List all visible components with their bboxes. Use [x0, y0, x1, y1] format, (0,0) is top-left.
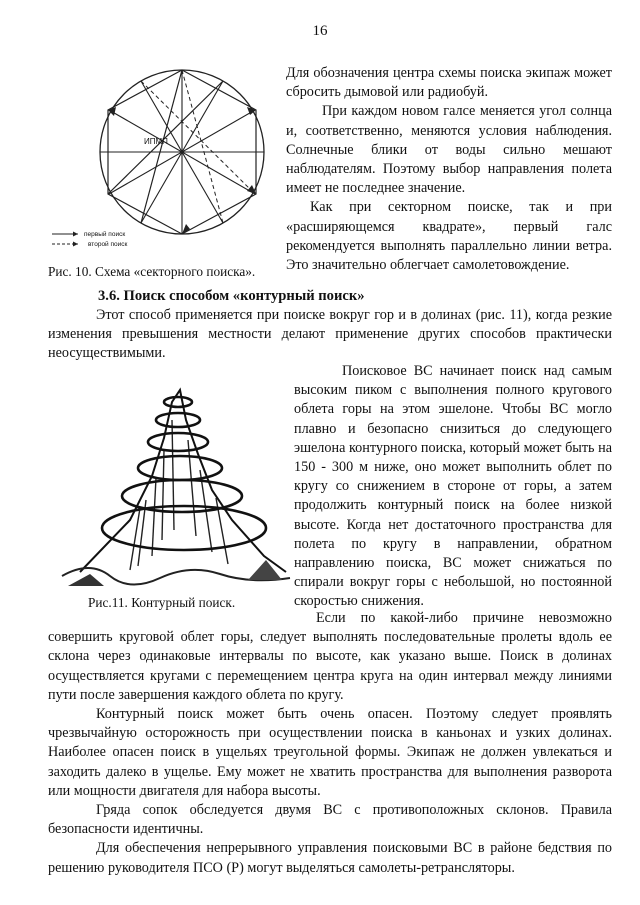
figure11-caption: Рис.11. Контурный поиск.	[88, 595, 236, 610]
paragraph: Для обозначения центра схемы поиска экипаж может сбросить дымовой или радиобуй.	[286, 65, 612, 101]
figure-contour-search-illustration	[60, 380, 292, 590]
intro-paragraph	[48, 306, 612, 364]
figure-sector-search-diagram	[48, 52, 298, 252]
paragraph: При каждом новом галсе меняется угол солнца и, соответственно, меняются условия наблюдения. Солнечные блики от воды сильно мешают наблюдателям. Поэтому выбор направления полета имеет не последнее значение.	[286, 103, 612, 197]
paragraph: Как при секторном поиске, так и при «расширяющемся квадрате», первый галс рекомендуется выполнять параллельно линии ветра. Это значительно облегчает самолетовождение.	[286, 199, 612, 274]
right-column-top	[286, 64, 612, 275]
legend-second-search: второй поиск	[88, 241, 128, 248]
paragraph: Контурный поиск может быть очень опасен. Поэтому следует проявлять чрезвычайную осторожность при осуществлении поиска в каньонах и узких долинах. Наиболее опасен поиск в ущельях треугольной формы. Экипаж не должен увлекаться и заходить далеко в ущелье. Ему может не хватить пространства для выполнения разворота или мощности двигателя для набора высоты.	[48, 706, 612, 799]
paragraph: Этот способ применяется при поиске вокруг гор и в долинах (рис. 11), когда резкие изменения превышения местности делают применение других способов практически неосуществимыми.	[48, 307, 612, 362]
page-number: 16	[312, 23, 328, 39]
figure10-caption: Рис. 10. Схема «секторного поиска».	[48, 264, 256, 279]
ipmp-label: ИПМП	[144, 137, 168, 146]
right-column-mid	[294, 362, 612, 612]
paragraph: Поисковое ВС начинает поиск над самым высоким пиком с выполнения полного кругового облета горы на этом эшелоне. Чтобы ВС могло плавно и безопасно снизиться до следующего эшелона контурного поиска, который может быть на 150 - 300 м ниже, оно может выполнить облет по кругу со снижением в стороне от горы, а затем продолжить контурный поиск на более низкой высоте. Когда нет достаточного пространства для полета по кругу в направлении, обратном направлению поиска, ВС может снижаться по спирали вокруг горы с небольшой, но постоянной скоростью снижения.	[294, 363, 612, 610]
legend-first-search: первый поиск	[84, 231, 126, 238]
paragraph: Если по какой-либо причине невозможно совершить круговой облет горы, следует выполнять последовательные пролеты вдоль ее склона через одинаковые интервалы по высоте, как указано выше. Поиск в долинах осуществляется кругами с перемещением центра круга на один интервал между линиями пути после завершения каждого облета по кругу.	[48, 610, 612, 703]
paragraph: Гряда сопок обследуется двумя ВС с противоположных склонов. Правила безопасности идентичны.	[48, 802, 612, 838]
paragraph: Для обеспечения непрерывного управления поисковыми ВС в районе бедствия по решению руководителя ПСО (Р) могут выделяться самолеты-ретрансляторы.	[48, 840, 612, 876]
section-heading: 3.6. Поиск способом «контурный поиск»	[98, 288, 365, 304]
bottom-text	[48, 609, 612, 878]
